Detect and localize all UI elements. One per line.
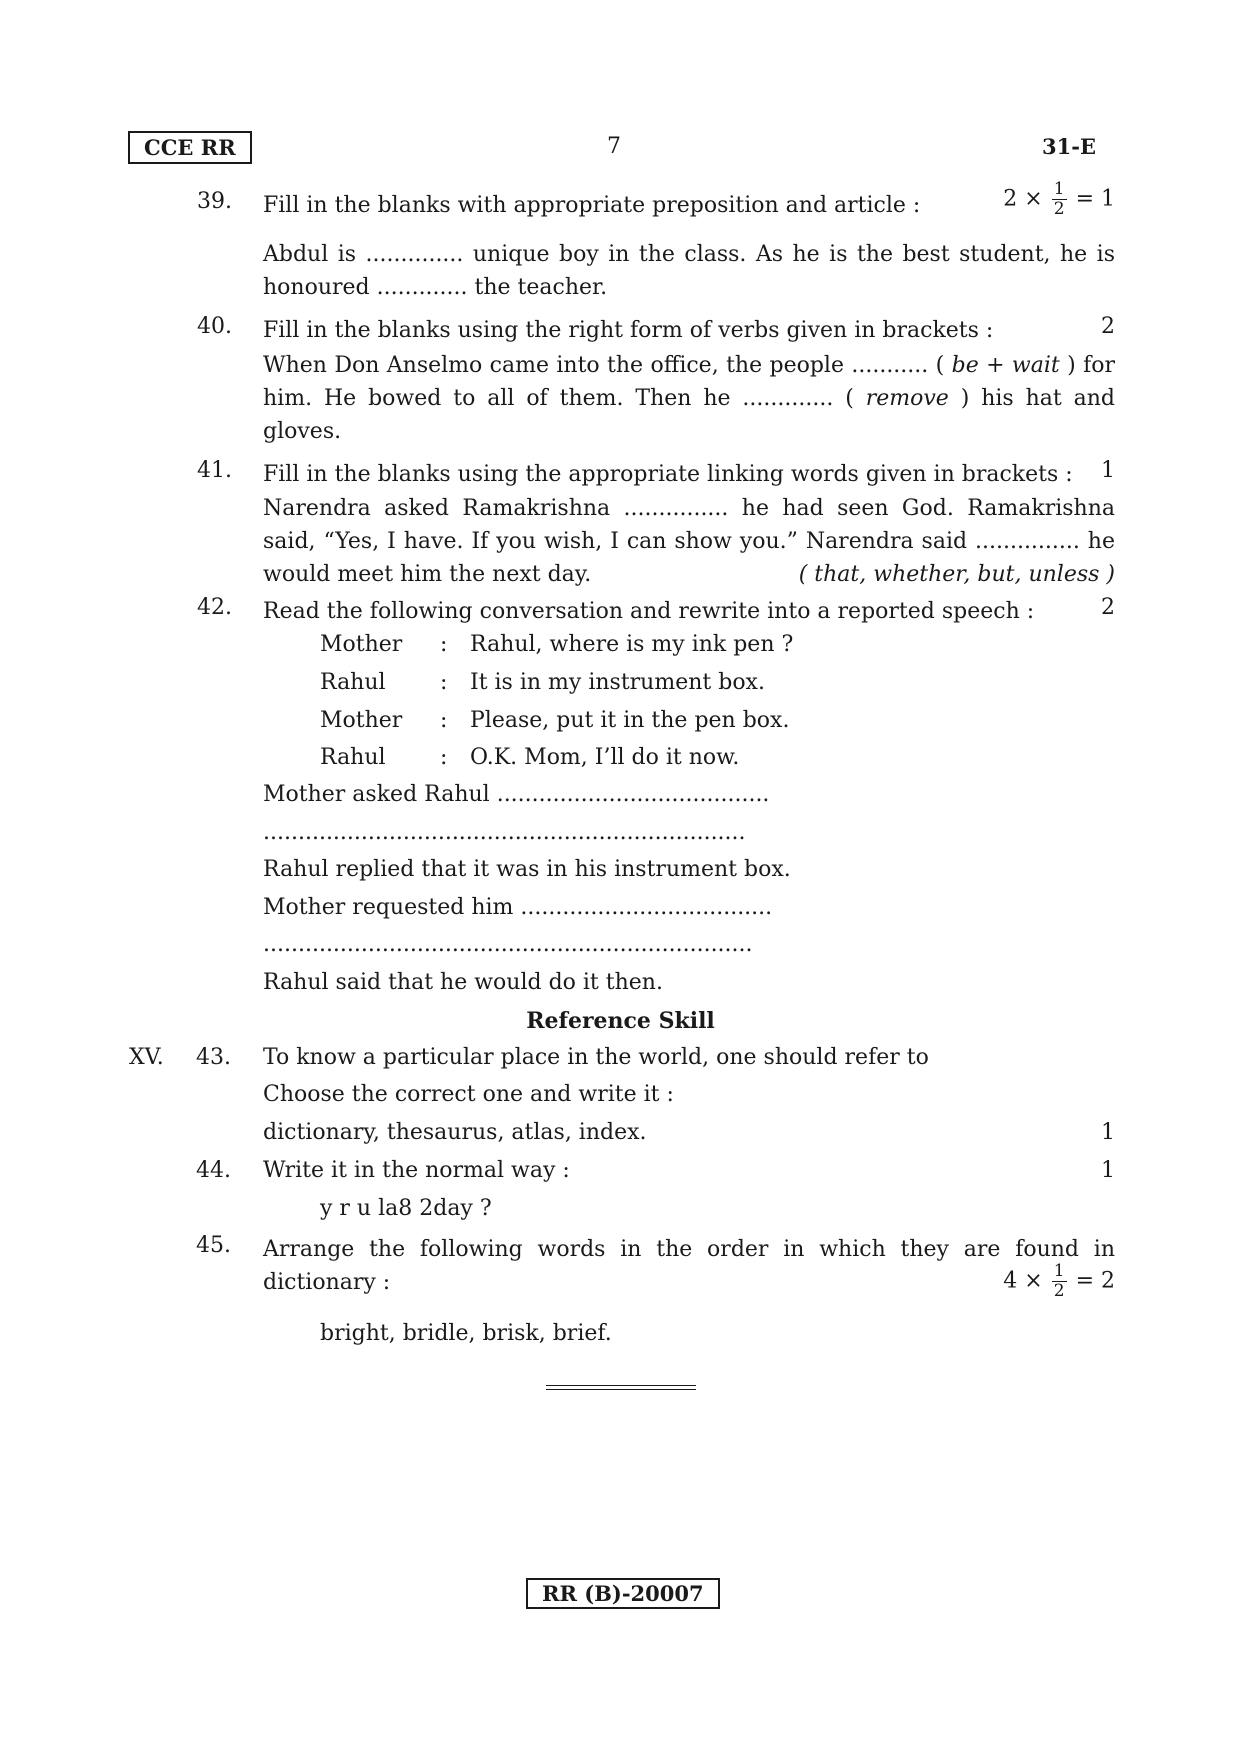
q41-marks: 1 — [1101, 458, 1115, 483]
q44-marks: 1 — [1101, 1158, 1115, 1183]
q43-line3: dictionary, thesaurus, atlas, index. — [263, 1120, 647, 1145]
dialogue-speaker: Mother — [320, 632, 403, 657]
q40-marks: 2 — [1101, 314, 1115, 339]
q39-marks — [1003, 180, 1115, 219]
dialogue-colon: : — [440, 708, 448, 733]
q41-last: would meet him the next day. — [263, 562, 592, 587]
q45-line1: Arrange the following words in the order in which they are found in — [263, 1237, 1115, 1262]
q45-words: bright, bridle, brisk, brief. — [320, 1321, 612, 1346]
q41-number: 41. — [197, 458, 232, 483]
q40-text1: When Don Anselmo came into the office, the people ........... ( — [263, 353, 945, 378]
dialogue-speaker: Rahul — [320, 745, 386, 770]
q41-instruction: Fill in the blanks using the appropriate linking words given in brackets : — [263, 462, 1073, 487]
q44-number: 44. — [196, 1158, 231, 1183]
answer-line: Mother asked Rahul ....................................... — [263, 782, 770, 807]
dialogue-colon: : — [440, 632, 448, 657]
q39-line2: honoured ............. the teacher. — [263, 275, 608, 300]
q39-marks-suffix: = 1 — [1075, 186, 1115, 212]
section-roman: XV. — [129, 1045, 164, 1070]
q45-frac-num: 1 — [1053, 1261, 1065, 1281]
q45-fraction — [1052, 1262, 1067, 1301]
q39-marks-prefix: 2 × — [1003, 186, 1043, 212]
q43-number: 43. — [196, 1045, 231, 1070]
q39-body — [263, 238, 1115, 304]
q43-marks: 1 — [1101, 1120, 1115, 1145]
q41-last-line — [263, 558, 1115, 591]
paper-code: 31-E — [1042, 134, 1096, 159]
q40-text2: ) for him. He bowed to all of them. Then he ............. ( — [263, 353, 1116, 411]
answer-line: Rahul said that he would do it then. — [263, 970, 663, 995]
q42-marks: 2 — [1101, 595, 1115, 620]
q44-text: y r u la8 2day ? — [320, 1196, 492, 1221]
header-code-box: CCE RR — [128, 131, 252, 164]
q40-hint2: remove — [853, 386, 961, 411]
q45-number: 45. — [196, 1233, 231, 1258]
q45-marks-suffix: = 2 — [1075, 1268, 1115, 1294]
end-double-rule — [546, 1385, 696, 1390]
q40-text3: ) his hat and gloves. — [263, 386, 1115, 444]
q39-frac-num: 1 — [1053, 179, 1065, 199]
answer-line: ..................................................................... — [263, 820, 746, 845]
q43-line1: To know a particular place in the world, one should refer to — [263, 1045, 929, 1070]
q39-line1: Abdul is .............. unique boy in the class. As he is the best student, he is — [263, 242, 1115, 267]
q45-frac-den: 2 — [1053, 1281, 1065, 1301]
q45-line2: dictionary : — [263, 1270, 391, 1295]
q42-instruction: Read the following conversation and rewrite into a reported speech : — [263, 599, 1035, 624]
dialogue-colon: : — [440, 745, 448, 770]
dialogue-line: Please, put it in the pen box. — [470, 708, 790, 733]
q41-para: Narendra asked Ramakrishna ............... he had seen God. Ramakrishna said, “Yes, I have. If you wish, I can show you.” Narendra said ............... he — [263, 496, 1115, 554]
q42-number: 42. — [197, 595, 232, 620]
q45-marks — [1003, 1262, 1115, 1301]
section-title: Reference Skill — [526, 1008, 715, 1034]
q40-hint1: be + wait — [944, 353, 1068, 378]
q39-fraction — [1052, 180, 1067, 219]
q39-instruction: Fill in the blanks with appropriate preposition and article : — [263, 193, 921, 218]
q45-marks-prefix: 4 × — [1003, 1268, 1043, 1294]
q39-frac-den: 2 — [1053, 199, 1065, 219]
answer-line: Mother requested him .................................... — [263, 895, 773, 920]
answer-line: Rahul replied that it was in his instrument box. — [263, 857, 791, 882]
dialogue-speaker: Rahul — [320, 670, 386, 695]
q40-body — [263, 349, 1115, 448]
dialogue-speaker: Mother — [320, 708, 403, 733]
q40-instruction: Fill in the blanks using the right form of verbs given in brackets : — [263, 318, 994, 343]
q41-options: ( that, whether, but, unless ) — [798, 562, 1115, 587]
dialogue-line: O.K. Mom, I’ll do it now. — [470, 745, 740, 770]
q44-instruction: Write it in the normal way : — [263, 1158, 570, 1183]
answer-line: ...................................................................... — [263, 932, 753, 957]
dialogue-line: It is in my instrument box. — [470, 670, 765, 695]
q43-line2: Choose the correct one and write it : — [263, 1082, 674, 1107]
dialogue-colon: : — [440, 670, 448, 695]
q40-number: 40. — [197, 314, 232, 339]
dialogue-line: Rahul, where is my ink pen ? — [470, 632, 794, 657]
footer-code-box: RR (B)-20007 — [526, 1578, 720, 1609]
page-number: 7 — [607, 134, 621, 159]
q39-number: 39. — [197, 189, 232, 214]
